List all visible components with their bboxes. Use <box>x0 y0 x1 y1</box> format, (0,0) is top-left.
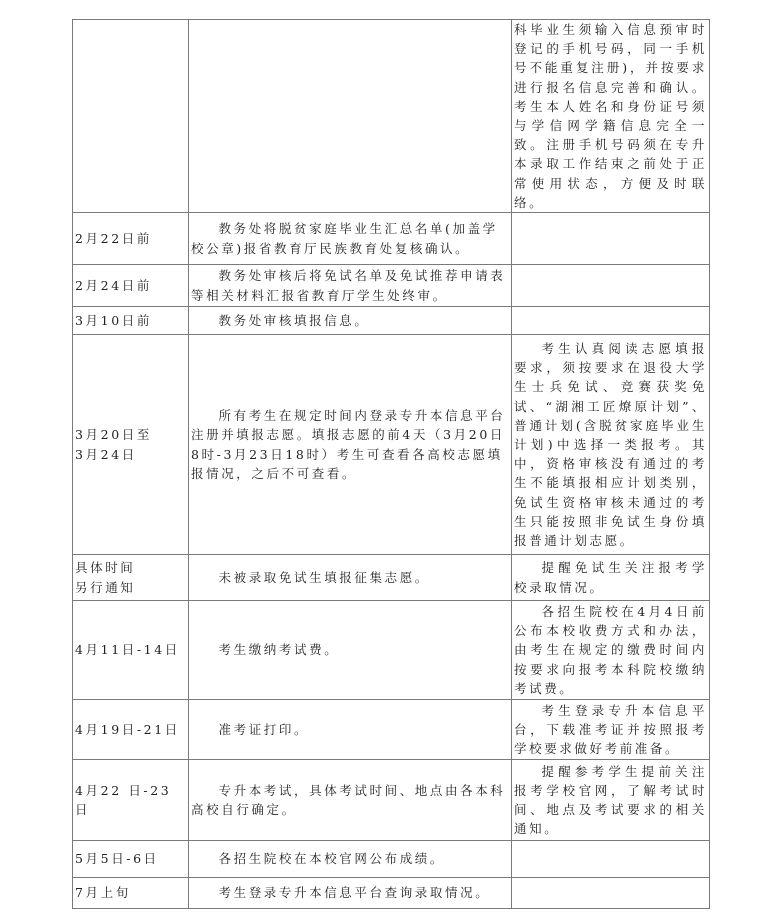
table-row <box>73 20 710 213</box>
date-cell: 5月5日-6日 <box>73 841 189 878</box>
task-cell: 所有考生在规定时间内登录专升本信息平台注册并填报志愿。填报志愿的前4天（3月20日8时-3月23日18时）考生可查看各高校志愿填报情况，之后不可查看。 <box>189 335 512 555</box>
date-cell: 4月19日-21日 <box>73 700 189 760</box>
date-cell: 4月11日-14日 <box>73 601 189 700</box>
note-cell: 考生认真阅读志愿填报要求，须按要求在退役大学生士兵免试、竞赛获奖免试、“湖湘工匠燎原计划”、普通计划(含脱贫家庭毕业生计划)中选择一类报考。其中，资格审核没有通过的考生不能填报相应计划类别，免试生资格审核未通过的考生只能按照非免试生身份填报普通计划志愿。 <box>512 335 710 555</box>
task-cell: 各招生院校在本校官网公布成绩。 <box>189 841 512 878</box>
schedule-table <box>72 19 710 909</box>
date-cell: 2月24日前 <box>73 265 189 307</box>
table-row <box>73 555 710 601</box>
date-cell <box>73 555 189 601</box>
task-cell: 教务处审核后将免试名单及免试推荐申请表等相关材料汇报省教育厅学生处终审。 <box>189 265 512 307</box>
date-cell <box>73 335 189 555</box>
table-row <box>73 760 710 841</box>
table-row <box>73 335 710 555</box>
note-cell <box>512 265 710 307</box>
date-line: 另行通知 <box>75 579 136 595</box>
note-cell: 提醒参考学生提前关注报考学校官网，了解考试时间、地点及考试要求的相关通知。 <box>512 760 710 841</box>
task-cell: 教务处将脱贫家庭毕业生汇总名单(加盖学校公章)报省教育厅民族教育处复核确认。 <box>189 213 512 265</box>
note-cell <box>512 307 710 335</box>
date-cell: 7月上旬 <box>73 878 189 909</box>
table-row <box>73 841 710 878</box>
task-cell <box>189 20 512 213</box>
task-cell: 教务处审核填报信息。 <box>189 307 512 335</box>
date-cell <box>73 20 189 213</box>
note-cell: 各招生院校在4月4日前公布本校收费方式和办法，由考生在规定的缴费时间内按要求向报考本科院校缴纳考试费。 <box>512 601 710 700</box>
task-cell: 考生登录专升本信息平台查询录取情况。 <box>189 878 512 909</box>
note-cell: 提醒免试生关注报考学校录取情况。 <box>512 555 710 601</box>
note-cell: 考生登录专升本信息平台，下载准考证并按照报考学校要求做好考前准备。 <box>512 700 710 760</box>
table-row <box>73 601 710 700</box>
task-cell: 考生缴纳考试费。 <box>189 601 512 700</box>
task-cell: 准考证打印。 <box>189 700 512 760</box>
table-row <box>73 700 710 760</box>
note-cell <box>512 878 710 909</box>
table-row <box>73 265 710 307</box>
date-line: 3月24日 <box>75 446 137 462</box>
task-cell: 未被录取免试生填报征集志愿。 <box>189 555 512 601</box>
note-cell <box>512 841 710 878</box>
date-cell: 3月10日前 <box>73 307 189 335</box>
task-cell: 专升本考试，具体考试时间、地点由各本科高校自行确定。 <box>189 760 512 841</box>
table-row <box>73 213 710 265</box>
date-line: 3月20日至 <box>75 427 152 443</box>
table-row <box>73 878 710 909</box>
date-cell: 4月22 日-23 日 <box>73 760 189 841</box>
date-cell: 2月22日前 <box>73 213 189 265</box>
table-row <box>73 307 710 335</box>
date-line: 具体时间 <box>75 560 136 576</box>
note-cell <box>512 213 710 265</box>
note-cell: 科毕业生须输入信息预审时登记的手机号码，同一手机号不能重复注册)，并按要求进行报名信息完善和确认。考生本人姓名和身份证号须与学信网学籍信息完全一致。注册手机号码须在专升本录取工作结束之前处于正常使用状态，方便及时联络。 <box>512 20 710 213</box>
